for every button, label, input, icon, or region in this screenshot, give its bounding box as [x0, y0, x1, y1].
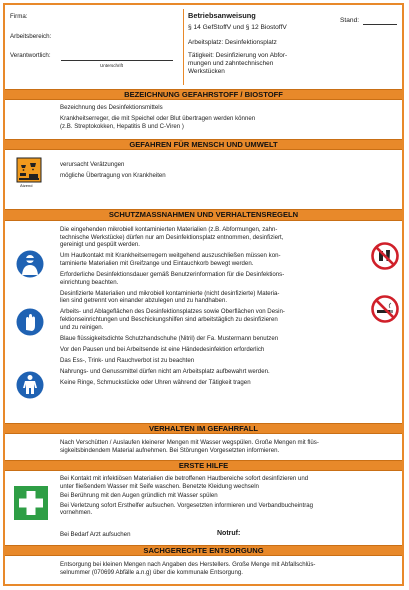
text-line: (z.B. Streptokokken, Hepatitis B und C-Viren )	[60, 122, 184, 130]
text-line: verursacht Verätzungen	[60, 161, 125, 168]
arzt-hint: Bei Bedarf Arzt aufsuchen	[60, 531, 131, 538]
text-line: Vor den Pausen und bei Arbeitsende ist eine Händedesinfektion erforderlich	[60, 345, 265, 353]
text-line: Die eingehenden mikrobiell kontaminierten Materialien (z.B. Abformungen, zahn-	[60, 226, 278, 233]
text-line: einrichtung beachten.	[60, 278, 119, 286]
section-erste-hilfe-body	[60, 475, 313, 517]
section-entsorgung-title: SACHGERECHTE ENTSORGUNG	[5, 545, 402, 556]
document-title: Betriebsanweisung	[188, 11, 256, 20]
signature-line	[61, 60, 173, 61]
hand-protection-icon	[16, 308, 44, 336]
arbeitsbereich-label: Arbeitsbereich:	[10, 33, 52, 40]
text-line: Entsorgung bei kleinen Mengen nach Angaben des Herstellers. Große Menge mit Abfallschlüs-	[60, 561, 316, 568]
text-line: vornehmen.	[60, 509, 93, 517]
stand-line	[363, 24, 397, 25]
no-eating-drinking-icon	[371, 242, 399, 270]
text-line: Das Ess-, Trink- und Rauchverbot ist zu beachten	[60, 356, 195, 364]
section-schutz-body	[60, 226, 365, 387]
section-gefahren-body	[60, 161, 166, 180]
arbeitsplatz: Arbeitsplatz: Desinfektionsplatz	[188, 39, 277, 46]
text-line: Nahrungs- und Genussmittel dürfen nicht am Arbeitsplatz aufbewahrt werden.	[60, 367, 270, 375]
firma-label: Firma:	[10, 13, 28, 20]
section-schutz-title: SCHUTZMASSNAHMEN UND VERHALTENSREGELN	[5, 209, 402, 221]
header	[5, 5, 402, 89]
text-line: Krankheitserreger, die mit Speichel oder Blut übertragen werden können	[60, 115, 256, 123]
text-line: und zu reinigen.	[60, 323, 104, 331]
text-line: Erforderliche Desinfektionsdauer gemäß Benutzerinformation für die Desinfektions-	[60, 270, 285, 278]
section-bezeichnung-title: BEZEICHNUNG GEFAHRSTOFF / BIOSTOFF	[5, 89, 402, 100]
text-line: Bei Kontakt mit infektiösen Materialien die betroffenen Hautbereiche sofort desinfizieren und	[60, 475, 309, 482]
verantwortlich-label: Verantwortlich:	[10, 52, 51, 59]
text-line: taminierte Materialien mit Greifzange und Eintauchkorb bewegt werden.	[60, 259, 254, 267]
text-line: gereinigt und gespült werden.	[60, 241, 140, 249]
hazard-caption: Ätzend	[20, 183, 33, 188]
taetigkeit-line: Werkstücken	[188, 68, 225, 75]
text-line: Bezeichnung des Desinfektionsmittels	[60, 104, 163, 111]
text-line: Blaue flüssigkeitsdichte Schutzhandschuhe (Nitril) der Fa. Mustermann benutzen	[60, 334, 279, 342]
section-gefahrfall-body	[60, 439, 319, 454]
legal-paragraphs: § 14 GefStoffV und § 12 BiostoffV	[188, 24, 287, 31]
text-line: technische Werkstücke) dürfen nur am Desinfektionsplatz entnommen, desinfiziert,	[60, 233, 284, 241]
text-line: unter fließendem Wasser mit Seife waschen. Benetzte Kleidung wechseln	[60, 482, 259, 490]
text-line: Um Hautkontakt mit Krankheitserregern weitgehend auszuschließen müssen kon-	[60, 252, 281, 260]
corrosive-hazard-icon	[16, 157, 42, 191]
text-line: selnummer (070699 Abfälle a.n.g) über die kommunale Entsorgung.	[60, 568, 243, 576]
unterschrift-caption: Unterschrift	[100, 63, 124, 68]
text-line: lien sind getrennt von einander abzulegen und zu handhaben.	[60, 297, 228, 305]
protective-clothing-icon	[16, 371, 44, 399]
first-aid-icon	[14, 486, 48, 520]
no-smoking-icon	[371, 295, 399, 323]
text-line: Bei Verletzung sofort Ersthelfer aufsuchen. Vorgesetzten informieren und Verbandbucheintrag	[60, 501, 314, 509]
text-line: mögliche Übertragung von Krankheiten	[60, 172, 166, 180]
eye-protection-icon	[16, 250, 44, 278]
text-line: Desinfizierte Materialien und mikrobiell kontaminierte (nicht desinfizierte) Materia-	[60, 289, 280, 297]
stand-label: Stand:	[340, 17, 360, 24]
text-line: Bei Berührung mit den Augen gründlich mit Wasser spülen	[60, 492, 218, 500]
section-gefahrfall-title: VERHALTEN IM GEFAHRFALL	[5, 423, 402, 434]
text-line: Arbeits- und Ablageflächen des Desinfektionsplatzes sowie Oberflächen von Desin-	[60, 308, 285, 316]
text-line: fektionseinrichtungen und Beschickungshilfen sind arbeitstäglich zu desinfizieren	[60, 315, 278, 323]
section-entsorgung-body	[60, 561, 315, 576]
section-gefahren-title: GEFAHREN FÜR MENSCH UND UMWELT	[5, 139, 402, 150]
header-divider	[183, 9, 184, 85]
taetigkeit	[188, 52, 287, 76]
section-bezeichnung-body	[60, 104, 255, 130]
taetigkeit-line: mungen und zahntechnischen	[188, 60, 274, 67]
text-line: Nach Verschütten / Auslaufen kleinerer Mengen mit Wasser wegspülen. Große Mengen mit flüs-	[60, 439, 319, 446]
notruf-label: Notruf:	[217, 530, 241, 537]
operating-instruction-sheet	[3, 3, 404, 586]
text-line: Keine Ringe, Schmuckstücke oder Uhren während der Tätigkeit tragen	[60, 379, 251, 386]
text-line: sigkeitsbindendem Material aufnehmen. Bei Störungen Vorgesetzten informieren.	[60, 446, 280, 454]
section-erste-hilfe-title: ERSTE HILFE	[5, 460, 402, 471]
taetigkeit-line: Tätigkeit: Desinfizierung von Abfor-	[188, 52, 288, 59]
